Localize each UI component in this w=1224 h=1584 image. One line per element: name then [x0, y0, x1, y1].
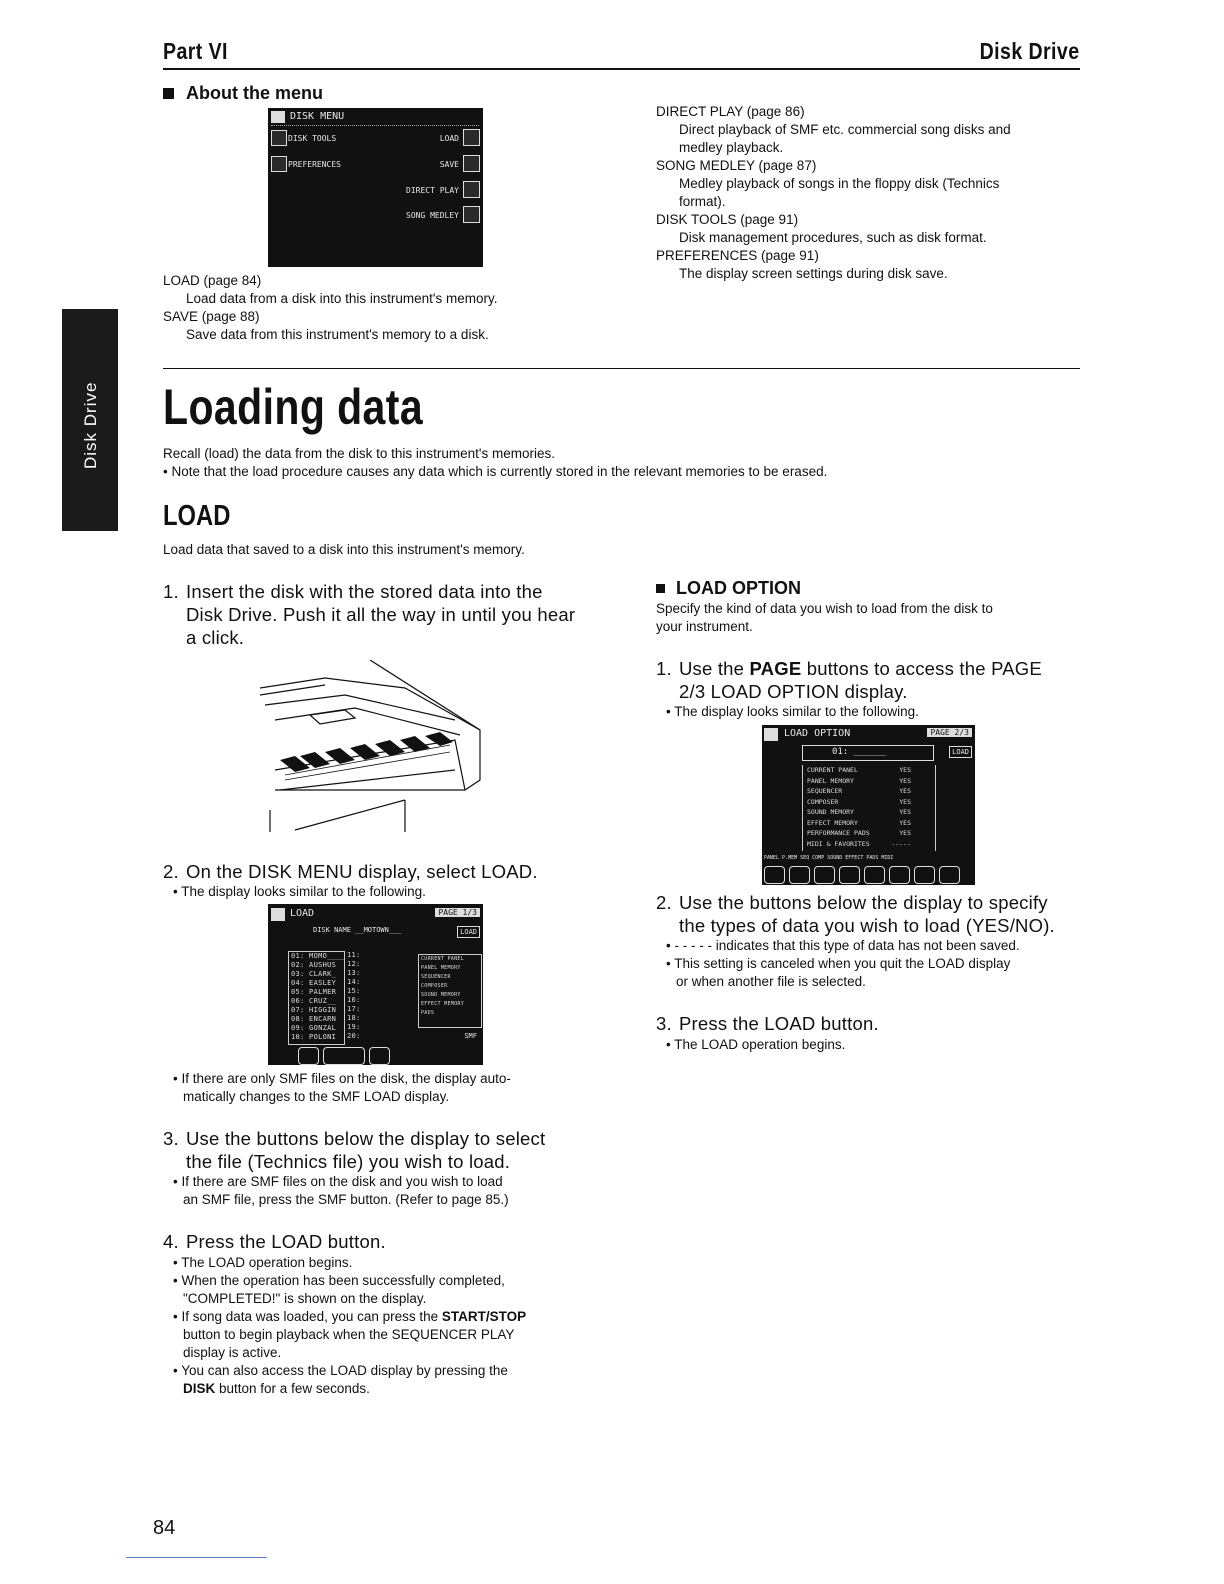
- load-step-4: [163, 1230, 593, 1253]
- option-row: [803, 797, 935, 808]
- option-row-value: YES: [899, 766, 911, 774]
- disk-label: DISK: [183, 1381, 216, 1396]
- option-row-label: MIDI & FAVORITES: [807, 839, 870, 848]
- footer-line: [126, 1557, 267, 1558]
- lcd-list-row: 14:: [347, 978, 361, 986]
- page-number: 84: [153, 1517, 176, 1539]
- entry-desc: Direct playback of SMF etc. commercial song disks and: [679, 122, 1011, 137]
- load-subtitle: Load data that saved to a disk into this instrument's memory.: [163, 542, 525, 557]
- option-bottom-labels: PANEL P.MEM SEQ COMP SOUND EFFECT PADS MIDI: [764, 855, 894, 861]
- option-step-3-bullet: • The LOAD operation begins.: [666, 1037, 846, 1052]
- lcd-list-row: 12:: [347, 960, 361, 968]
- loading-note: • Note that the load procedure causes any data which is currently stored in the relevant memories to be erased.: [163, 464, 828, 479]
- load-screen-page: PAGE 1/3: [435, 908, 480, 917]
- disk-menu-screen: [268, 108, 483, 267]
- step-text: Press the LOAD button.: [186, 1231, 386, 1252]
- load-screen-icon: [271, 908, 285, 921]
- step-number: 2.: [163, 861, 179, 882]
- lcd-list-row: 05: PALMER: [291, 988, 337, 996]
- step-text: On the DISK MENU display, select LOAD.: [186, 861, 538, 882]
- option-step-1-bullet: • The display looks similar to the following.: [666, 704, 919, 719]
- bullet-line: display is active.: [183, 1345, 282, 1360]
- option-row-value: YES: [899, 808, 911, 816]
- option-row-label: EFFECT MEMORY: [807, 818, 858, 827]
- step-text: the types of data you wish to load (YES/NO).: [679, 915, 1055, 936]
- section-square-icon: [163, 88, 174, 99]
- lcd-list-row: 02: AUSHUS: [291, 961, 337, 969]
- bullet-square-icon: [656, 584, 665, 593]
- load-entry-name: LOAD (page 84): [163, 273, 262, 288]
- option-row-label: PERFORMANCE PADS: [807, 829, 870, 837]
- side-tab-label: Disk Drive: [81, 381, 100, 469]
- option-button: [889, 866, 910, 884]
- bullet-line: • The LOAD operation begins.: [173, 1255, 353, 1270]
- option-row-label: PANEL MEMORY: [807, 776, 854, 785]
- option-screen-load-button: LOAD: [949, 746, 972, 758]
- step-number: 1.: [656, 658, 672, 679]
- load-step-3: [163, 1127, 593, 1173]
- option-step-1: [656, 657, 1086, 703]
- option-row-value: YES: [899, 797, 911, 806]
- load-screen: [268, 904, 483, 1065]
- option-row-value: -----: [891, 839, 911, 848]
- loading-data-title: Loading data: [163, 379, 424, 435]
- bullet-line: an SMF file, press the SMF button. (Refer to page 85.): [183, 1192, 509, 1207]
- note-line: • If there are only SMF files on the disk, the display auto-: [173, 1071, 511, 1086]
- loading-intro-text: Recall (load) the data from the disk to this instrument's memories.: [163, 446, 555, 461]
- lcd-list-row: PANEL MEMORY: [421, 965, 461, 971]
- option-row: [803, 765, 935, 776]
- lcd-list-row: 15:: [347, 987, 361, 995]
- step-text: Disk Drive. Push it all the way in until you hear: [186, 604, 576, 625]
- option-row-label: SEQUENCER: [807, 787, 843, 795]
- scroll-left-button: [298, 1047, 319, 1065]
- load-option-screen: [762, 725, 975, 885]
- option-row-value: YES: [899, 787, 911, 795]
- desc-line: your instrument.: [656, 619, 753, 634]
- bullet-line: "COMPLETED!" is shown on the display.: [183, 1291, 427, 1306]
- option-row: [803, 807, 935, 818]
- entry-desc: Disk management procedures, such as disk format.: [679, 230, 987, 245]
- bullet-line: • When the operation has been successfully completed,: [173, 1273, 505, 1288]
- lcd-list-row: SOUND MEMORY: [421, 992, 461, 998]
- load-step-2: [163, 860, 593, 883]
- step-2-bullet: • The display looks similar to the following.: [173, 884, 426, 899]
- lcd-list-row: CURRENT PANEL: [421, 956, 465, 962]
- step-text: Use the buttons below the display to specify: [679, 892, 1048, 913]
- entry-desc: Medley playback of songs in the floppy disk (Technics: [679, 176, 1000, 191]
- load-icon: [463, 129, 480, 146]
- save-icon: [463, 155, 480, 172]
- lcd-list-row: 03: CLARK_: [291, 970, 337, 978]
- option-row: [803, 776, 935, 787]
- lcd-list-row: 13:: [347, 969, 361, 977]
- lcd-list-row: EFFECT MEMORY: [421, 1001, 465, 1007]
- option-row: [803, 818, 935, 829]
- step-text: the file (Technics file) you wish to load.: [186, 1151, 511, 1172]
- entry-desc: medley playback.: [679, 140, 784, 155]
- bullet-line: button to begin playback when the SEQUENCER PLAY: [183, 1327, 515, 1342]
- option-row-value: YES: [899, 818, 911, 827]
- option-button: [939, 866, 960, 884]
- option-row-value: YES: [899, 776, 911, 785]
- step-text: 2/3 LOAD OPTION display.: [679, 681, 908, 702]
- save-entry-name: SAVE (page 88): [163, 309, 260, 324]
- preferences-entry-name: PREFERENCES (page 91): [656, 248, 819, 263]
- start-stop-label: START/STOP: [441, 1309, 527, 1324]
- about-right-list: [656, 103, 1086, 283]
- step-text: Use the: [679, 658, 750, 679]
- bullet-line: or when another file is selected.: [676, 974, 866, 989]
- step-number: 3.: [656, 1013, 672, 1034]
- option-button: [814, 866, 835, 884]
- option-screen-file: 01: ______: [832, 747, 887, 757]
- option-rows: [802, 765, 936, 851]
- part-label: Part VI: [163, 38, 228, 64]
- section-title: Disk Drive: [980, 38, 1080, 64]
- option-row: [803, 786, 935, 797]
- about-heading: [163, 83, 323, 104]
- option-row: [803, 828, 935, 839]
- disk-menu-title: DISK MENU: [290, 111, 345, 122]
- side-tab: [62, 309, 118, 531]
- step-text: buttons to access the PAGE: [801, 658, 1042, 679]
- bullet-line: • You can also access the LOAD display by pressing the: [173, 1363, 508, 1378]
- about-left-list: [163, 272, 623, 344]
- step-text: Use the buttons below the display to select: [186, 1128, 546, 1149]
- entry-desc: The display screen settings during disk save.: [679, 266, 948, 281]
- bullet-line: • This setting is canceled when you quit the LOAD display: [666, 956, 1011, 971]
- direct-play-item: DIRECT PLAY: [406, 186, 459, 195]
- load-screen-smf: SMF: [464, 1032, 477, 1040]
- save-entry-desc: Save data from this instrument's memory to a disk.: [186, 327, 489, 342]
- option-buttons: [764, 866, 964, 888]
- disk-menu-icon: [271, 111, 285, 123]
- lcd-list-row: 01: MOMO____: [291, 952, 346, 960]
- load-option-desc: [656, 600, 1086, 636]
- option-screen-page: PAGE 2/3: [927, 728, 972, 737]
- step-2-note: [173, 1070, 593, 1106]
- step-number: 3.: [163, 1128, 179, 1149]
- disk-tools-icon: [271, 130, 287, 146]
- step-number: 2.: [656, 892, 672, 913]
- section-rule: [163, 368, 1080, 369]
- lcd-list-row: 20:: [347, 1032, 361, 1040]
- lcd-list-row: 04: EASLEY: [291, 979, 337, 987]
- option-step-2-bullets: [666, 937, 1096, 991]
- lcd-list-row: 06: CRUZ__: [291, 997, 337, 1005]
- lcd-list-row: 19:: [347, 1023, 361, 1031]
- lcd-list-row: COMPOSER: [421, 983, 448, 989]
- lcd-list-row: PADS: [421, 1010, 435, 1016]
- lcd-list-row: 10: POLONI: [291, 1033, 337, 1041]
- step-number: 1.: [163, 581, 179, 602]
- load-title: LOAD: [163, 500, 231, 532]
- panel-items: [418, 954, 482, 1028]
- lcd-list-row: 17:: [347, 1005, 361, 1013]
- desc-line: Specify the kind of data you wish to load from the disk to: [656, 601, 993, 616]
- load-entry-desc: Load data from a disk into this instrument's memory.: [186, 291, 498, 306]
- option-button: [864, 866, 885, 884]
- song-medley-item: SONG MEDLEY: [406, 211, 459, 220]
- step-4-bullets: [173, 1254, 593, 1398]
- note-line: matically changes to the SMF LOAD display.: [183, 1089, 450, 1104]
- file-list-left: [288, 951, 345, 1045]
- option-screen-icon: [764, 728, 778, 741]
- lcd-list-row: 16:: [347, 996, 361, 1004]
- option-button: [914, 866, 935, 884]
- song-medley-entry-name: SONG MEDLEY (page 87): [656, 158, 817, 173]
- load-item: LOAD: [439, 134, 459, 143]
- option-row-value: YES: [899, 829, 911, 837]
- direct-play-entry-name: DIRECT PLAY (page 86): [656, 104, 805, 119]
- step-text: Press the LOAD button.: [679, 1013, 879, 1034]
- option-step-2: [656, 891, 1086, 937]
- load-option-heading-text: LOAD OPTION: [676, 578, 801, 598]
- lcd-list-row: 11:: [347, 951, 361, 959]
- bullet-text: button for a few seconds.: [215, 1381, 370, 1396]
- load-screen-disk-name: DISK NAME __MOTOWN___: [313, 926, 402, 934]
- load-screen-load-button: LOAD: [457, 926, 480, 938]
- file-list-right: [345, 951, 415, 1043]
- step-text: Insert the disk with the stored data into the: [186, 581, 543, 602]
- save-item: SAVE: [439, 160, 459, 169]
- bullet-line: • - - - - - indicates that this type of data has not been saved.: [666, 938, 1020, 953]
- entry-desc: format).: [679, 194, 726, 209]
- option-row: [803, 839, 935, 850]
- step-text: a click.: [186, 627, 245, 648]
- step-3-bullets: [173, 1173, 593, 1209]
- lcd-list-row: 09: GONZAL: [291, 1024, 337, 1032]
- lcd-list-row: SEQUENCER: [421, 974, 451, 980]
- keyboard-illustration: [255, 660, 490, 835]
- preferences-icon: [271, 156, 287, 172]
- disk-tools-entry-name: DISK TOOLS (page 91): [656, 212, 799, 227]
- option-row-label: CURRENT PANEL: [807, 766, 858, 774]
- disk-tools-item: DISK TOOLS: [288, 134, 337, 143]
- option-button: [789, 866, 810, 884]
- lcd-list-row: 08: ENCARN: [291, 1015, 337, 1023]
- lcd-list-row: 18:: [347, 1014, 361, 1022]
- about-heading-text: About the menu: [186, 83, 323, 103]
- direct-play-icon: [463, 181, 480, 198]
- preferences-item: PREFERENCES: [288, 160, 341, 169]
- bullet-text: • If song data was loaded, you can press the: [173, 1309, 442, 1324]
- load-screen-buttons: [298, 1047, 394, 1069]
- header-rule: [163, 68, 1080, 70]
- option-button: [764, 866, 785, 884]
- lcd-list-row: 07: HIGGIN: [291, 1006, 337, 1014]
- page-label: PAGE: [749, 658, 802, 679]
- option-row-label: COMPOSER: [807, 797, 839, 806]
- load-screen-title: LOAD: [290, 908, 315, 919]
- loading-intro: [163, 445, 1080, 481]
- load-step-1: [163, 580, 593, 649]
- load-option-heading: [656, 578, 801, 599]
- step-number: 4.: [163, 1231, 179, 1252]
- option-row-label: SOUND MEMORY: [807, 808, 854, 816]
- option-button: [839, 866, 860, 884]
- scroll-right-button: [369, 1047, 390, 1065]
- option-screen-title: LOAD OPTION: [784, 728, 851, 739]
- bullet-line: • If there are SMF files on the disk and you wish to load: [173, 1174, 503, 1189]
- option-step-3: [656, 1012, 1086, 1035]
- scroll-bar: [323, 1047, 365, 1065]
- song-medley-icon: [463, 206, 480, 223]
